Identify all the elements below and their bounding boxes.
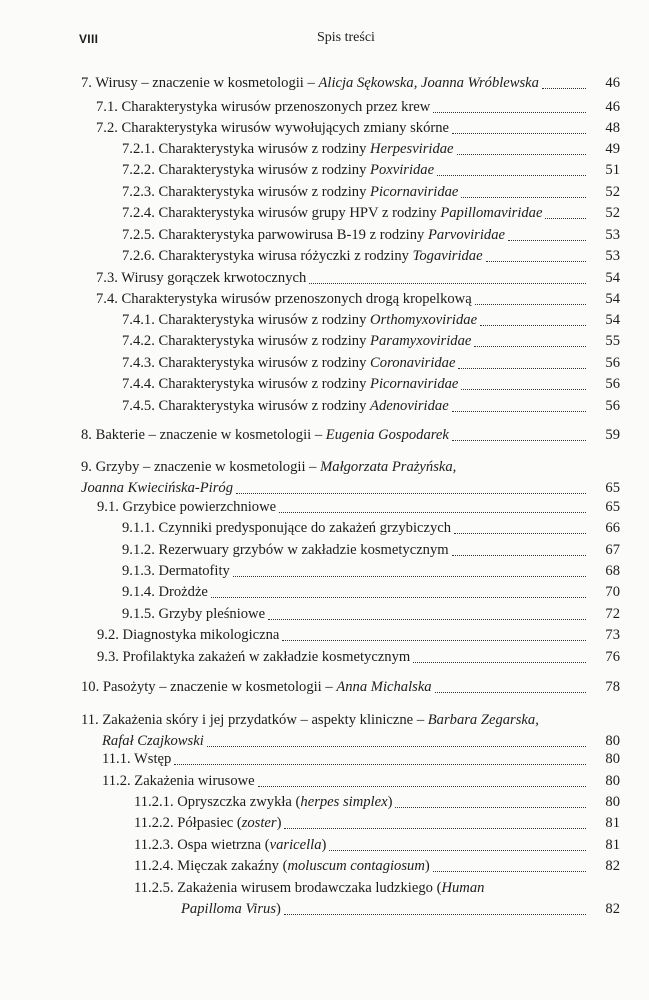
toc-entry [0, 225, 649, 245]
toc-entry [0, 353, 649, 373]
toc-entry-italic: Paramyxoviridae [370, 333, 472, 349]
toc-entry-italic: Coronaviridae [370, 355, 456, 371]
dot-leader [329, 850, 586, 851]
toc-entry-text [122, 225, 505, 245]
toc-entry-text [102, 749, 171, 769]
toc-entry-label: 7.1. Charakterystyka wirusów przenoszonych przez krew [96, 99, 431, 115]
toc-entry-line [122, 374, 589, 394]
toc-entry-author: Rafał Czajkowski [102, 733, 204, 749]
toc-entry [0, 878, 649, 898]
dot-leader [233, 576, 586, 577]
toc-entry [0, 710, 649, 730]
toc-entry-author: Alicja Sękowska, Joanna Wróblewska [318, 75, 539, 91]
toc-entry-label: 9.3. Profilaktyka zakażeń w zakładzie kosmetycznym [97, 649, 411, 665]
toc-entry-text [122, 203, 542, 223]
dot-leader [258, 786, 586, 787]
toc-entry-text [102, 731, 204, 751]
toc-entry-text [96, 118, 449, 138]
toc-entry-line [122, 331, 589, 351]
dot-leader [480, 325, 586, 326]
toc-entry-line [122, 310, 589, 330]
toc-page-number: 55 [605, 333, 620, 349]
toc-entry-text [181, 899, 281, 919]
toc-entry-text [97, 497, 276, 517]
toc-entry [0, 647, 649, 667]
toc-entry [0, 561, 649, 581]
toc-entry-text [122, 182, 458, 202]
toc-page-number: 68 [605, 563, 620, 579]
dot-leader [433, 112, 586, 113]
toc-entry-label: 11.2.2. Półpasiec ( [134, 815, 242, 831]
toc-entry [0, 497, 649, 517]
toc-page-number: 80 [605, 794, 620, 810]
toc-entry-text [122, 331, 471, 351]
toc-entry-continuation [0, 478, 649, 498]
toc-entry-italic: Parvoviridae [427, 227, 505, 243]
toc-page-number: 81 [605, 815, 620, 831]
dot-leader [461, 389, 586, 390]
toc-entry-label: 10. Pasożyty – znaczenie w kosmetologii – [81, 679, 337, 695]
toc-entry-text [134, 856, 430, 876]
toc-entry [0, 182, 649, 202]
toc-entry-label: 7.2. Charakterystyka wirusów wywołujących zmiany skórne [96, 120, 450, 136]
toc-page-number: 66 [605, 520, 620, 536]
toc-entry-text [96, 268, 306, 288]
running-title: Spis treści [317, 30, 375, 45]
toc-entry-label: 9.1. Grzybice powierzchniowe [97, 499, 277, 515]
toc-entry-line [81, 425, 589, 445]
toc-entry-label: 11.2.5. Zakażenia wirusem brodawczaka ludzkiego ( [134, 880, 442, 896]
toc-entry [0, 374, 649, 394]
toc-entry-text [96, 97, 430, 117]
toc-entry-label: 9.1.1. Czynniki predysponujące do zakażeń grzybiczych [122, 520, 452, 536]
toc-entry-text [81, 73, 539, 93]
toc-entry [0, 160, 649, 180]
toc-entry-suffix: ) [276, 901, 281, 917]
toc-entry-line [122, 396, 589, 416]
dot-leader [433, 871, 586, 872]
page-header [79, 30, 619, 50]
toc-entry-label: 7.4.2. Charakterystyka wirusów z rodziny [122, 333, 371, 349]
toc-entry [0, 268, 649, 288]
toc-entry-author: Barbara Zegarska, [427, 712, 539, 728]
toc-entry-italic: Poxviridae [370, 162, 435, 178]
toc-entry-text [122, 604, 265, 624]
toc-entry-italic: varicella [269, 837, 322, 853]
toc-page-number: 78 [605, 679, 620, 695]
toc-entry-line [96, 268, 589, 288]
toc-entry-line [122, 582, 589, 602]
toc-entry-label: 7.4.3. Charakterystyka wirusów z rodziny [122, 355, 371, 371]
toc-entry [0, 425, 649, 445]
toc-entry-text [81, 710, 539, 730]
toc-entry-line [96, 289, 589, 309]
toc-entry-line [134, 835, 589, 855]
toc-entry [0, 139, 649, 159]
dot-leader [508, 240, 586, 241]
toc-page-number: 81 [605, 837, 620, 853]
toc-entry-text [102, 771, 255, 791]
toc-entry-label: 11.2. Zakażenia wirusowe [102, 773, 255, 789]
toc-entry-label: 11.2.3. Ospa wietrzna ( [134, 837, 270, 853]
toc-entry-text [134, 813, 281, 833]
toc-entry-line [97, 647, 589, 667]
toc-page-number: 53 [605, 227, 620, 243]
toc-entry-text [134, 835, 326, 855]
toc-entry-label: 7.4.1. Charakterystyka wirusów z rodziny [122, 312, 371, 328]
toc-entry-italic: Adenoviridae [370, 398, 449, 414]
toc-entry-label: 7.4. Charakterystyka wirusów przenoszonych drogą kropelkową [96, 291, 472, 307]
toc-entry [0, 203, 649, 223]
toc-entry-line [81, 677, 589, 697]
dot-leader [474, 346, 586, 347]
toc-page-number: 46 [605, 99, 620, 115]
dot-leader [461, 197, 586, 198]
toc-page-number: 46 [605, 75, 620, 91]
toc-page-number: 76 [605, 649, 620, 665]
toc-entry [0, 540, 649, 560]
toc-entry-line [134, 792, 589, 812]
dot-leader [207, 746, 586, 747]
toc-entry-italic: zoster [241, 815, 277, 831]
toc-entry-line [81, 478, 589, 498]
toc-entry-text [81, 425, 449, 445]
toc-entry-line [122, 561, 589, 581]
toc-entry-italic: Papilloma Virus [181, 901, 276, 917]
toc-entry-text [122, 582, 208, 602]
toc-entry [0, 749, 649, 769]
toc-entry-label: 7.2.2. Charakterystyka wirusów z rodziny [122, 162, 371, 178]
toc-page-number: 52 [605, 184, 620, 200]
dot-leader [486, 261, 586, 262]
dot-leader [475, 304, 586, 305]
toc-entry-italic: moluscum contagiosum [287, 858, 425, 874]
dot-leader [542, 88, 586, 89]
toc-entry-text [122, 518, 451, 538]
toc-entry [0, 582, 649, 602]
toc-page-number: 54 [605, 291, 620, 307]
toc-entry-text [97, 647, 410, 667]
toc-entry-text [122, 139, 454, 159]
toc-page-number: 80 [605, 733, 620, 749]
toc-entry-author: Eugenia Gospodarek [325, 427, 449, 443]
toc-entry-label: 11.2.1. Opryszczka zwykła ( [134, 794, 301, 810]
toc-entry-text [122, 396, 449, 416]
toc-entry [0, 518, 649, 538]
toc-entry [0, 835, 649, 855]
toc-entry-label: 8. Bakterie – znaczenie w kosmetologii – [81, 427, 326, 443]
toc-entry-italic: herpes simplex [300, 794, 388, 810]
toc-page-number: 59 [605, 427, 620, 443]
toc-entry-text [122, 310, 477, 330]
toc-entry [0, 97, 649, 117]
toc-entry-line [122, 203, 589, 223]
toc-entry-text [96, 289, 472, 309]
toc-entry-label: 9.1.3. Dermatofity [122, 563, 230, 579]
toc-entry [0, 856, 649, 876]
toc-entry-italic: Picornaviridae [370, 376, 459, 392]
toc-entry-line [97, 497, 589, 517]
dot-leader [284, 828, 586, 829]
toc-entry-label: 7.2.5. Charakterystyka parwowirusa B-19 z rodziny [122, 227, 428, 243]
toc-entry-text [81, 478, 233, 498]
page-number: VIII [79, 32, 99, 46]
toc-entry-author: Joanna Kwiecińska-Piróg [81, 480, 233, 496]
toc-entry [0, 604, 649, 624]
toc-entry-line [134, 856, 589, 876]
dot-leader [458, 368, 586, 369]
toc-page-number: 72 [605, 606, 620, 622]
toc-entry [0, 310, 649, 330]
toc-entry-label: 9.1.5. Grzyby pleśniowe [122, 606, 266, 622]
toc-page-number: 56 [605, 376, 620, 392]
toc-page-number: 49 [605, 141, 620, 157]
dot-leader [395, 807, 586, 808]
toc-entry-label: 11.1. Wstęp [102, 751, 172, 767]
toc-entry [0, 771, 649, 791]
toc-entry-line [122, 353, 589, 373]
toc-entry-text [122, 353, 455, 373]
toc-entry-italic: Togaviridae [412, 248, 483, 264]
dot-leader [435, 692, 586, 693]
toc-entry-line [81, 73, 589, 93]
toc-entry-line [122, 225, 589, 245]
toc-entry [0, 625, 649, 645]
toc-entry [0, 118, 649, 138]
toc-entry-italic: Herpesviridae [370, 141, 454, 157]
toc-entry-continuation [0, 731, 649, 751]
dot-leader [211, 597, 586, 598]
dot-leader [452, 555, 586, 556]
toc-page-number: 56 [605, 398, 620, 414]
toc-page-number: 52 [605, 205, 620, 221]
toc-entry-label: 7.2.3. Charakterystyka wirusów z rodziny [122, 184, 371, 200]
toc-entry-label: 9.2. Diagnostyka mikologiczna [97, 627, 280, 643]
toc-entry-label: 7.4.4. Charakterystyka wirusów z rodziny [122, 376, 371, 392]
toc-entry-italic: Orthomyxoviridae [370, 312, 478, 328]
toc-entry-label: 11. Zakażenia skóry i jej przydatków – aspekty kliniczne – [81, 712, 428, 728]
toc-page-number: 54 [605, 270, 620, 286]
toc-page-number: 67 [605, 542, 620, 558]
toc-page-number: 73 [605, 627, 620, 643]
dot-leader [174, 764, 586, 765]
dot-leader [268, 619, 586, 620]
toc-page-number: 80 [605, 751, 620, 767]
dot-leader [413, 662, 586, 663]
toc-entry-label: 7.4.5. Charakterystyka wirusów z rodziny [122, 398, 371, 414]
toc-entry-line [102, 771, 589, 791]
dot-leader [309, 283, 586, 284]
toc-entry [0, 457, 649, 477]
toc-entry [0, 792, 649, 812]
toc-entry-text [134, 878, 484, 898]
toc-entry-line [122, 182, 589, 202]
toc-page-number: 51 [605, 162, 620, 178]
dot-leader [545, 218, 586, 219]
dot-leader [282, 640, 586, 641]
toc-entry [0, 813, 649, 833]
toc-entry-suffix: ) [276, 815, 282, 831]
toc-entry-label: 11.2.4. Mięczak zakaźny ( [134, 858, 288, 874]
toc-entry-italic: Papillomaviridae [440, 205, 543, 221]
dot-leader [279, 512, 586, 513]
toc-entry [0, 396, 649, 416]
toc-entry-label: 9. Grzyby – znaczenie w kosmetologii – [81, 459, 321, 475]
toc-page-number: 65 [605, 499, 620, 515]
toc-entry-label: 7.2.1. Charakterystyka wirusów z rodziny [122, 141, 371, 157]
toc-entry-text [81, 677, 432, 697]
dot-leader [454, 533, 586, 534]
toc-entry-line [102, 731, 589, 751]
toc-entry-text [122, 246, 483, 266]
dot-leader [452, 411, 586, 412]
toc-page-number: 80 [605, 773, 620, 789]
toc-entry-line [122, 604, 589, 624]
dot-leader [452, 440, 586, 441]
toc-entry-line [181, 899, 589, 919]
toc-entry-text [122, 160, 434, 180]
dot-leader [457, 154, 586, 155]
toc-entry-line [134, 813, 589, 833]
toc-page-number: 65 [605, 480, 620, 496]
toc-page-number: 70 [605, 584, 620, 600]
toc-entry-italic: Human [441, 880, 485, 896]
toc-entry-line [102, 749, 589, 769]
toc-entry-line [96, 97, 589, 117]
toc-entry-continuation [0, 899, 649, 919]
toc-entry-text [122, 540, 449, 560]
toc-entry-text [97, 625, 279, 645]
dot-leader [236, 493, 586, 494]
toc-entry-label: 9.1.2. Rezerwuary grzybów w zakładzie kosmetycznym [122, 542, 449, 558]
toc-page-number: 48 [605, 120, 620, 136]
toc-entry-text [134, 792, 392, 812]
toc-entry-label: 9.1.4. Drożdże [122, 584, 208, 600]
toc-entry-label: 7.2.6. Charakterystyka wirusa różyczki z rodziny [122, 248, 413, 264]
toc-entry-line [122, 160, 589, 180]
toc-entry-line [122, 540, 589, 560]
toc-entry-line [122, 139, 589, 159]
toc-entry [0, 73, 649, 93]
toc-page-number: 82 [605, 901, 620, 917]
toc-entry-suffix: ) [387, 794, 393, 810]
toc-entry [0, 331, 649, 351]
toc-entry-label: 7.2.4. Charakterystyka wirusów grupy HPV z rodziny [122, 205, 441, 221]
toc-entry-label: 7. Wirusy – znaczenie w kosmetologii – [81, 75, 319, 91]
toc-entry [0, 246, 649, 266]
toc-page-number: 53 [605, 248, 620, 264]
toc-entry-line [96, 118, 589, 138]
toc-entry-author: Małgorzata Prażyńska, [320, 459, 457, 475]
toc-entry-line [97, 625, 589, 645]
toc-entry-text [122, 374, 458, 394]
toc-entry-author: Anna Michalska [336, 679, 432, 695]
toc-entry-suffix: ) [424, 858, 430, 874]
toc-entry-label: 7.3. Wirusy gorączek krwotocznych [96, 270, 307, 286]
dot-leader [452, 133, 586, 134]
toc-entry-suffix: ) [321, 837, 327, 853]
toc-page-number: 82 [605, 858, 620, 874]
toc-entry [0, 289, 649, 309]
toc-entry-line [122, 518, 589, 538]
toc-entry [0, 677, 649, 697]
toc-page-number: 54 [605, 312, 620, 328]
dot-leader [284, 914, 586, 915]
toc-entry-line [122, 246, 589, 266]
toc-entry-italic: Picornaviridae [370, 184, 459, 200]
toc-entry-text [122, 561, 230, 581]
toc-page-number: 56 [605, 355, 620, 371]
toc-entry-text [81, 457, 456, 477]
dot-leader [437, 175, 586, 176]
